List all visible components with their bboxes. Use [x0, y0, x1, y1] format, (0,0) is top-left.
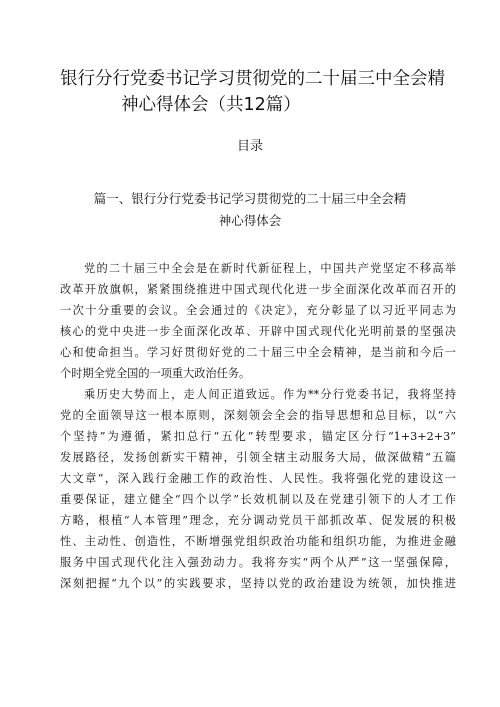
paragraph-line: 重要保证，建立健全“四个以学”长效机制以及在党建引领下的人才工作 [60, 493, 456, 506]
paragraph-line: 党的二十届三中全会是在新时代新征程上，中国共产党坚定不移高举 [84, 262, 456, 275]
document-title [40, 66, 460, 118]
paragraph-line: 核心的党中央进一步全面深化改革、开辟中国式现代化光明前景的坚强决 [60, 325, 456, 338]
paragraph-line: 党的全面领导这一根本原则，深刻领会全会的指导思想和总目标，以“六 [60, 409, 456, 422]
body-text [60, 258, 456, 594]
paragraph-line: 方略，根植“人本管理”理念，充分调动党员干部抓改革、促发展的积极 [60, 514, 456, 527]
paragraph-line: 服务中国式现代化注入强劲动力。我将夯实“两个从严”这一坚强保障， [60, 556, 456, 569]
section-title-line-1: 篇一、银行分行党委书记学习贯彻党的二十届三中全会精 [93, 191, 407, 206]
paragraph-line: 个时期全党全国的一项重大政治任务。 [60, 367, 251, 380]
document-title-line-1: 银行分行党委书记学习贯彻党的二十届三中全会精 [60, 69, 445, 89]
paragraph-line: 一次十分重要的会议。全会通过的《决定》，充分彰显了以习近平同志为 [60, 304, 456, 317]
paragraph-line: 性、主动性、创造性，不断增强党组织政治功能和组织功能，为推进金融 [60, 535, 456, 548]
paragraph-line: 改革开放旗帜，紧紧围绕推进中国式现代化进一步全面深化改革而召开的 [60, 283, 456, 296]
paragraph-2 [60, 384, 456, 594]
paragraph-line: 大文章”，深入践行金融工作的政治性、人民性。我将强化党的建设这一 [60, 472, 456, 485]
toc-heading: 目录 [236, 139, 263, 154]
document-title-line-2: 神心得体会（共12篇） [121, 95, 301, 115]
paragraph-line: 发展路径，发扬创新实干精神，引领全辖主动服务大局，做深做精“五篇 [60, 451, 456, 464]
paragraph-line: 乘历史大势而上，走人间正道致远。作为**分行党委书记，我将坚持 [84, 388, 456, 401]
paragraph-line: 个坚持”为遵循，紧扣总行“五化”转型要求，锚定区分行“1+3+2+3” [60, 430, 456, 443]
paragraph-1 [60, 258, 456, 384]
section-title-line-2: 神心得体会 [218, 213, 282, 228]
section-title [60, 188, 440, 232]
paragraph-line: 心和使命担当。学习好贯彻好党的二十届三中全会精神，是当前和今后一 [60, 346, 456, 359]
paragraph-line: 深刻把握“九个以”的实践要求，坚持以党的政治建设为统领，加快推进 [60, 577, 456, 590]
